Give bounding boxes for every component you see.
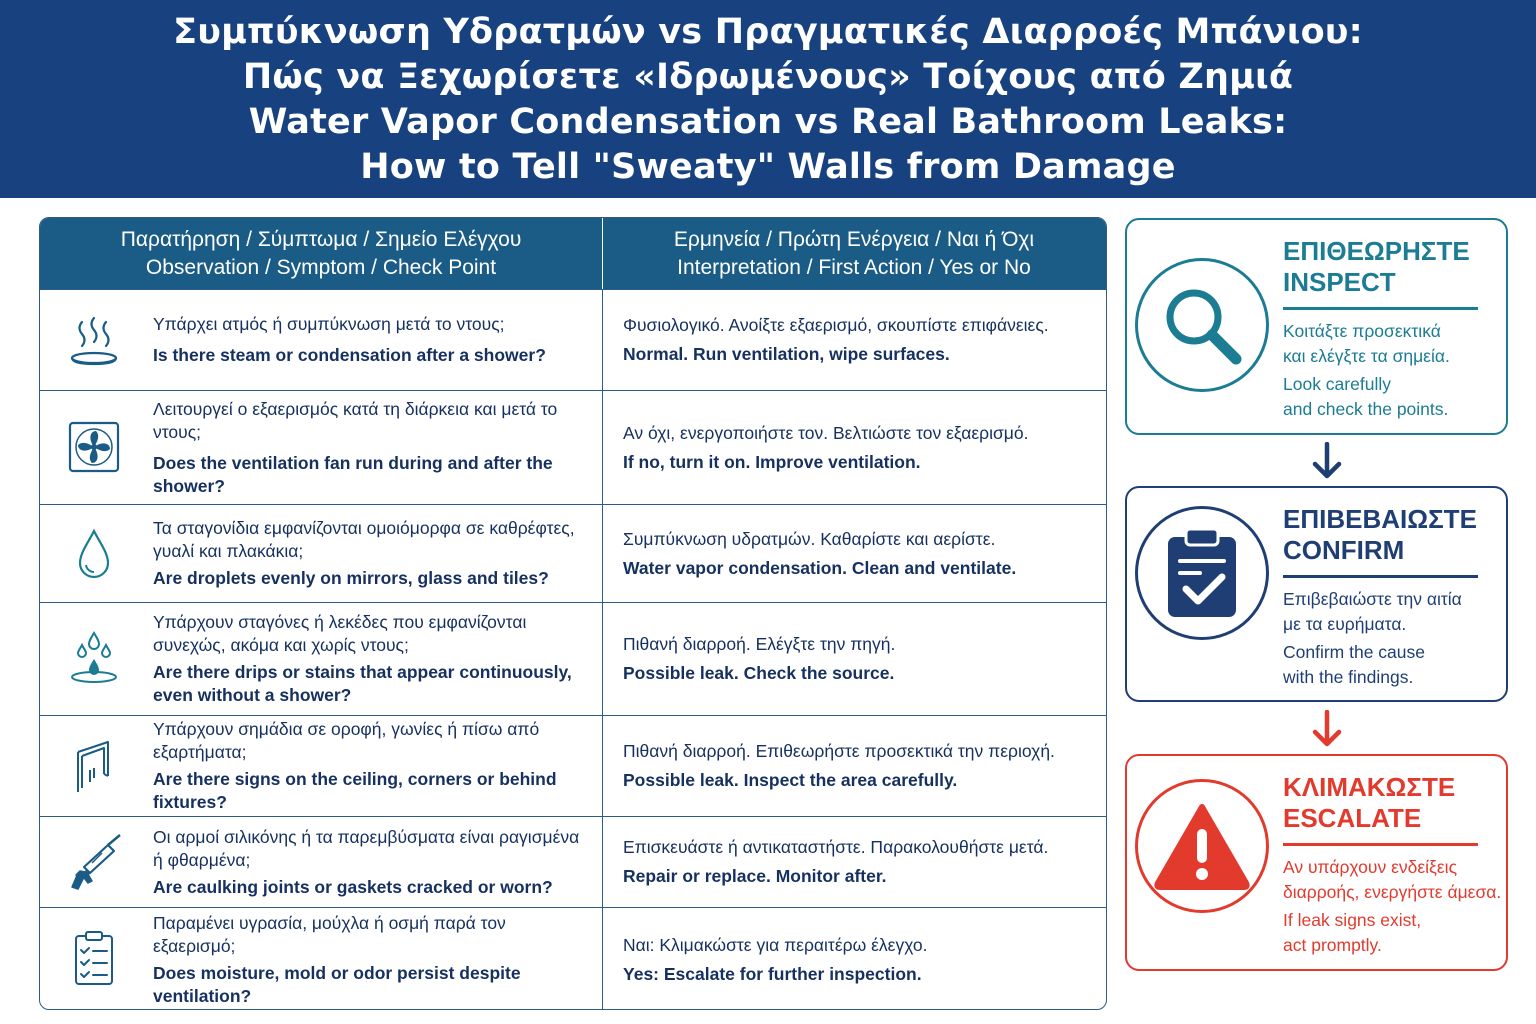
header-interpretation-gr: Ερμηνεία / Πρώτη Ενέργεια / Ναι ή Όχι (673, 227, 1035, 251)
table-row (40, 390, 1106, 504)
inspect-divider (1283, 307, 1478, 310)
caulking-gun-icon (64, 831, 124, 891)
interpretation-greek: Ναι: Κλιμακώστε για περαιτέρω έλεγχο. (623, 934, 928, 955)
inspect-desc-gr-2: και ελέγξτε τα σημεία. (1283, 346, 1450, 366)
title-english-line-2: How to Tell "Sweaty" Walls from Damage (360, 147, 1176, 187)
title-greek-line-1: Συμπύκνωση Υδρατμών vs Πραγματικές Διαρροές Μπάνιου: (173, 12, 1363, 52)
title-banner (0, 0, 1536, 198)
escalate-title-gr: ΚΛΙΜΑΚΩΣΤΕ (1283, 772, 1456, 802)
table-row (40, 816, 1106, 907)
observation-greek: Υπάρχουν σταγόνες ή λεκέδες που εμφανίζονται συνεχώς, ακόμα και χωρίς ντους; (153, 612, 527, 655)
inspect-circle (1135, 258, 1269, 392)
escalate-desc-en-1: If leak signs exist, (1283, 910, 1422, 930)
interpretation-english: If no, turn it on. Improve ventilation. (623, 451, 921, 472)
clipboard-check-icon (1160, 525, 1244, 621)
confirm-description (1283, 587, 1462, 690)
observation-cell (40, 908, 603, 1010)
observation-english: Does the ventilation fan run during and after the shower? (153, 452, 553, 496)
observation-english: Are caulking joints or gaskets cracked or worn? (153, 876, 553, 897)
inspect-description (1283, 319, 1450, 422)
confirm-desc-en-2: with the findings. (1283, 667, 1414, 687)
fan-icon (64, 417, 124, 477)
interpretation-english: Possible leak. Inspect the area carefully. (623, 770, 958, 790)
table-row (40, 715, 1106, 816)
inspect-desc-en-2: and check the points. (1283, 399, 1449, 419)
water-drop-icon (64, 525, 124, 585)
magnifier-icon (1154, 277, 1250, 373)
interpretation-cell (603, 817, 1106, 907)
observation-english: Does moisture, mold or odor persist despite ventilation? (153, 962, 521, 1006)
interpretation-cell (603, 908, 1106, 1010)
confirm-desc-en-1: Confirm the cause (1283, 642, 1426, 662)
observation-cell (40, 716, 603, 816)
inspect-card (1125, 218, 1508, 435)
confirm-title (1283, 504, 1477, 566)
observation-greek: Οι αρμοί σιλικόνης ή τα παρεμβύσματα είναι ραγισμένα ή φθαρμένα; (153, 826, 580, 870)
confirm-circle (1135, 506, 1269, 640)
observation-greek: Υπάρχουν σημάδια σε οροφή, γωνίες ή πίσω από εξαρτήματα; (153, 719, 540, 762)
interpretation-greek: Συμπύκνωση υδρατμών. Καθαρίστε και αερίστε. (623, 528, 996, 549)
interpretation-english: Repair or replace. Monitor after. (623, 866, 887, 886)
observation-cell (40, 603, 603, 715)
arrow-down-icon (1311, 442, 1343, 482)
interpretation-english: Normal. Run ventilation, wipe surfaces. (623, 344, 950, 364)
observation-greek: Λειτουργεί ο εξαερισμός κατά τη διάρκεια και μετά το ντους; (153, 398, 558, 442)
warning-icon (1152, 801, 1252, 891)
escalate-divider (1283, 843, 1478, 846)
escalate-title-en: ESCALATE (1283, 803, 1422, 833)
table-row (40, 907, 1106, 1010)
inspect-desc-gr-1: Κοιτάξτε προσεκτικά (1283, 321, 1441, 341)
confirm-divider (1283, 575, 1478, 578)
interpretation-cell (603, 391, 1106, 504)
escalate-title (1283, 772, 1455, 834)
title-greek-line-2: Πώς να Ξεχωρίσετε «Ιδρωμένους» Τοίχους από Ζημιά (242, 57, 1294, 97)
confirm-desc-gr-2: με τα ευρήματα. (1283, 614, 1407, 634)
header-interpretation (603, 218, 1105, 289)
escalate-desc-en-2: act promptly. (1283, 935, 1382, 955)
header-observation-gr: Παρατήρηση / Σύμπτωμα / Σημείο Ελέγχου (120, 227, 522, 251)
arrow-down-icon (1311, 710, 1343, 750)
table-row (40, 504, 1106, 602)
observation-english: Are droplets evenly on mirrors, glass and tiles? (153, 568, 549, 588)
interpretation-cell (603, 290, 1106, 390)
inspect-title (1283, 236, 1470, 298)
escalate-desc-gr-1: Αν υπάρχουν ενδείξεις (1283, 857, 1458, 877)
interpretation-greek: Φυσιολογικό. Ανοίξτε εξαερισμό, σκουπίστε επιφάνειες. (623, 315, 1049, 335)
header-observation (40, 218, 603, 289)
confirm-title-gr: ΕΠΙΒΕΒΑΙΩΣΤΕ (1283, 504, 1477, 534)
observation-cell (40, 391, 603, 504)
interpretation-english: Yes: Escalate for further inspection. (623, 963, 922, 984)
interpretation-greek: Πιθανή διαρροή. Ελέγξτε την πηγή. (623, 634, 896, 654)
inspect-title-gr: ΕΠΙΘΕΩΡΗΣΤΕ (1283, 236, 1470, 266)
interpretation-greek: Αν όχι, ενεργοποιήστε τον. Βελτιώστε τον εξαερισμό. (623, 422, 1029, 443)
escalate-card (1125, 754, 1508, 971)
checklist-icon (64, 928, 124, 988)
confirm-title-en: CONFIRM (1283, 535, 1405, 565)
interpretation-english: Water vapor condensation. Clean and ventilate. (623, 557, 1017, 578)
interpretation-greek: Επισκευάστε ή αντικαταστήστε. Παρακολουθήστε μετά. (623, 837, 1049, 857)
escalate-description (1283, 855, 1501, 958)
table-header (40, 218, 1106, 289)
confirm-card (1125, 486, 1508, 702)
escalate-circle (1135, 779, 1269, 913)
observation-english: Is there steam or condensation after a shower? (153, 345, 546, 365)
inspect-title-en: INSPECT (1283, 267, 1396, 297)
observation-greek: Τα σταγονίδια εμφανίζονται ομοιόμορφα σε καθρέφτες, γυαλί και πλακάκια; (153, 518, 575, 561)
observation-greek: Παραμένει υγρασία, μούχλα ή οσμή παρά τον εξαερισμό; (153, 912, 506, 956)
interpretation-cell (603, 716, 1106, 816)
interpretation-english: Possible leak. Check the source. (623, 663, 895, 683)
observation-greek: Υπάρχει ατμός ή συμπύκνωση μετά το ντους; (153, 314, 505, 334)
table-row (40, 289, 1106, 390)
observation-cell (40, 505, 603, 602)
header-interpretation-en: Interpretation / First Action / Yes or No (677, 255, 1031, 279)
dripping-icon (64, 629, 124, 689)
observation-cell (40, 817, 603, 907)
observation-english: Are there signs on the ceiling, corners or behind fixtures? (153, 769, 557, 812)
header-observation-en: Observation / Symptom / Check Point (145, 255, 497, 279)
steam-icon (64, 312, 124, 372)
interpretation-cell (603, 603, 1106, 715)
table-row (40, 602, 1106, 715)
ceiling-corner-icon (64, 736, 124, 796)
observation-cell (40, 290, 603, 390)
interpretation-greek: Πιθανή διαρροή. Επιθεωρήστε προσεκτικά την περιοχή. (623, 741, 1055, 761)
confirm-desc-gr-1: Επιβεβαιώστε την αιτία (1283, 589, 1462, 609)
interpretation-cell (603, 505, 1106, 602)
observation-english: Are there drips or stains that appear continuously, even without a shower? (153, 662, 572, 705)
escalate-desc-gr-2: διαρροής, ενεργήστε άμεσα. (1283, 882, 1502, 902)
inspect-desc-en-1: Look carefully (1283, 374, 1391, 394)
title-english-line-1: Water Vapor Condensation vs Real Bathroom Leaks: (248, 102, 1288, 142)
checklist-table (39, 217, 1107, 1010)
